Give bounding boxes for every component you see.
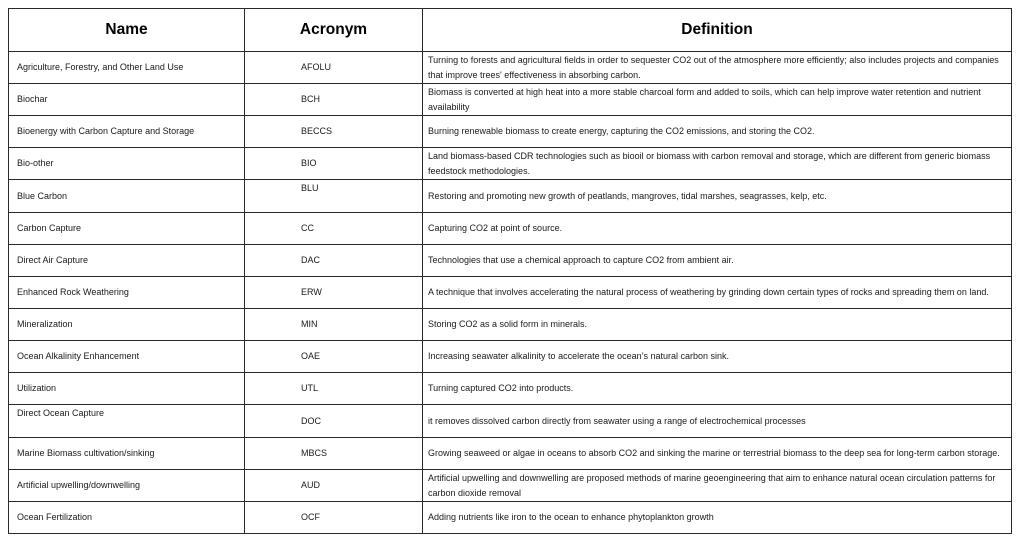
cell-name: Ocean Alkalinity Enhancement (9, 341, 245, 373)
cell-definition: Growing seaweed or algae in oceans to absorb CO2 and sinking the marine or terrestrial biomass to the deep sea for long-term carbon storage. (423, 438, 1012, 470)
cell-acronym: AFOLU (245, 52, 423, 84)
column-header-definition: Definition (423, 9, 1012, 52)
cell-definition: Adding nutrients like iron to the ocean to enhance phytoplankton growth (423, 502, 1012, 534)
cell-name: Biochar (9, 84, 245, 116)
cell-name: Direct Ocean Capture (9, 405, 245, 438)
cell-acronym: BLU (245, 180, 423, 213)
table-row (9, 213, 1012, 245)
cell-definition: it removes dissolved carbon directly from seawater using a range of electrochemical processes (423, 405, 1012, 438)
cell-name: Direct Air Capture (9, 245, 245, 277)
column-header-name: Name (9, 9, 245, 52)
cell-acronym: MIN (245, 309, 423, 341)
cell-definition: Storing CO2 as a solid form in minerals. (423, 309, 1012, 341)
table-row (9, 245, 1012, 277)
cell-definition: Turning captured CO2 into products. (423, 373, 1012, 405)
table-row (9, 116, 1012, 148)
cdr-acronym-table (8, 8, 1012, 534)
table-row (9, 148, 1012, 180)
table-row (9, 180, 1012, 213)
cell-definition: Land biomass-based CDR technologies such as biooil or biomass with carbon removal and storage, which are different from generic biomass feedstock methodologies. (423, 148, 1012, 180)
cell-definition: Restoring and promoting new growth of peatlands, mangroves, tidal marshes, seagrasses, kelp, etc. (423, 180, 1012, 213)
cell-name: Bioenergy with Carbon Capture and Storage (9, 116, 245, 148)
cell-acronym: AUD (245, 470, 423, 502)
header-row (9, 9, 1012, 52)
cell-name: Agriculture, Forestry, and Other Land Use (9, 52, 245, 84)
cell-definition: Turning to forests and agricultural fields in order to sequester CO2 out of the atmosphere more efficiently; also includes projects and companies that improve trees' effectiveness in absorbing carbon. (423, 52, 1012, 84)
cell-name: Marine Biomass cultivation/sinking (9, 438, 245, 470)
table-row (9, 309, 1012, 341)
table-row (9, 277, 1012, 309)
cell-definition: A technique that involves accelerating the natural process of weathering by grinding down certain types of rocks and spreading them on land. (423, 277, 1012, 309)
cell-acronym: OCF (245, 502, 423, 534)
table-row (9, 373, 1012, 405)
cell-acronym: BCH (245, 84, 423, 116)
cell-name: Enhanced Rock Weathering (9, 277, 245, 309)
table-row (9, 438, 1012, 470)
table-row (9, 470, 1012, 502)
cell-definition: Increasing seawater alkalinity to accelerate the ocean’s natural carbon sink. (423, 341, 1012, 373)
table-row (9, 84, 1012, 116)
cell-name: Carbon Capture (9, 213, 245, 245)
cell-name: Artificial upwelling/downwelling (9, 470, 245, 502)
table-row (9, 502, 1012, 534)
column-header-acronym: Acronym (245, 9, 423, 52)
table-row (9, 341, 1012, 373)
cell-definition: Technologies that use a chemical approach to capture CO2 from ambient air. (423, 245, 1012, 277)
cell-acronym: DOC (245, 405, 423, 438)
cell-acronym: MBCS (245, 438, 423, 470)
cell-acronym: ERW (245, 277, 423, 309)
table-row (9, 52, 1012, 84)
cell-name: Mineralization (9, 309, 245, 341)
cell-acronym: OAE (245, 341, 423, 373)
cell-name: Bio-other (9, 148, 245, 180)
cell-definition: Capturing CO2 at point of source. (423, 213, 1012, 245)
table-row (9, 405, 1012, 438)
cell-definition: Burning renewable biomass to create energy, capturing the CO2 emissions, and storing the CO2. (423, 116, 1012, 148)
cell-acronym: UTL (245, 373, 423, 405)
cell-name: Ocean Fertilization (9, 502, 245, 534)
cell-name: Blue Carbon (9, 180, 245, 213)
cell-name: Utilization (9, 373, 245, 405)
cell-acronym: BECCS (245, 116, 423, 148)
cell-acronym: DAC (245, 245, 423, 277)
cell-definition: Artificial upwelling and downwelling are proposed methods of marine geoengineering that aim to enhance natural ocean circulation patterns for carbon dioxide removal (423, 470, 1012, 502)
cell-acronym: CC (245, 213, 423, 245)
cell-definition: Biomass is converted at high heat into a more stable charcoal form and added to soils, which can help improve water retention and nutrient availability (423, 84, 1012, 116)
cell-acronym: BIO (245, 148, 423, 180)
